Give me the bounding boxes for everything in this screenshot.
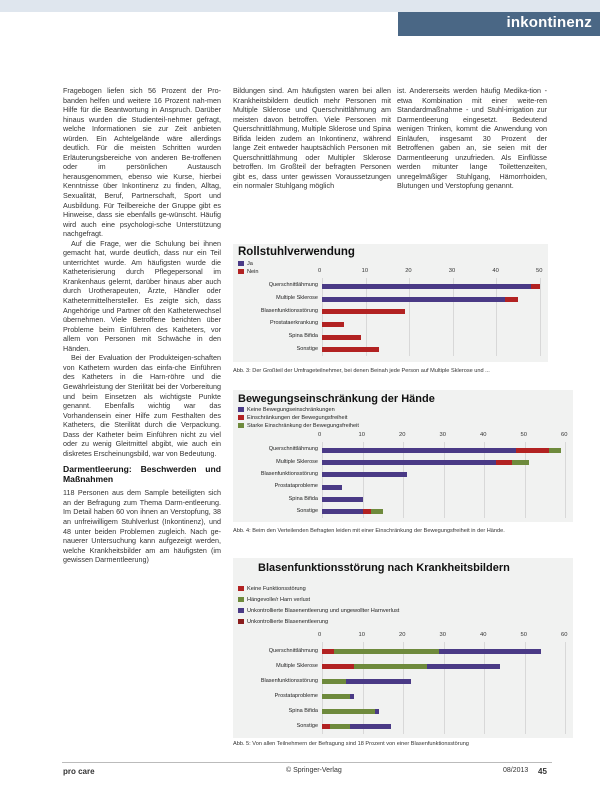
- grid-line: [363, 442, 364, 518]
- header-strip: [0, 0, 600, 12]
- paragraph: Bei der Evaluation der Produkteigen-schaften von Kathetern wurden das einfa-che Einführen des Katheters in die Harn-röhre und die Gewährleistung der Sterilität bei der Vorbereitung und beim Einsetzen als wichtigste Punkte genannt. Ebenfalls wichtig war das Vorhandensein einer Hilfe zum Festhalten des Katheters, die Sterilität durch die Verpackung. Dass der Katheter beim Einführen nicht zu viel oder zu wenig Gleitmittel abgibt, wie auch ein diskretes Erscheinungsbild, war von Bedeutung.: [63, 353, 221, 458]
- category-label: Spina Bifida: [288, 333, 318, 339]
- grid-line: [484, 642, 485, 734]
- grid-line: [444, 442, 445, 518]
- grid-line: [403, 642, 404, 734]
- x-tick-label: 40: [492, 268, 499, 274]
- category-label: Multiple Sklerose: [276, 295, 318, 301]
- legend-item: Unkontrollierte Blasenentleerung und ungewollter Harnverlust: [238, 606, 399, 617]
- category-label: Multiple Sklerose: [276, 662, 318, 669]
- legend-item: Keine Funktionsstörung: [238, 584, 399, 595]
- column-middle: [233, 86, 391, 236]
- grid-line: [444, 642, 445, 734]
- chart-plot-hands: [238, 432, 573, 520]
- legend-item: Hängevolle/r Harn verlust: [238, 595, 399, 606]
- chart-title: Rollstuhlverwendung: [238, 246, 355, 258]
- bar: [322, 448, 516, 453]
- grid-line: [322, 642, 323, 734]
- grid-line: [484, 442, 485, 518]
- bar: [322, 709, 375, 714]
- category-label: Prostataprobleme: [274, 692, 318, 699]
- x-tick-label: 50: [520, 432, 527, 438]
- bar: [322, 309, 405, 314]
- paragraph: 118 Personen aus dem Sample beteiligten sich an der Befragung zum Thema Darm-entleerung. Im Detail haben 60 von ihnen an Verstopfung, 38 an unfreiwilligem Stuhlverlust (Inkontinenz), und 48 unter beiden Problemen zugleich. Nach ge-nauerer Untersuchung kann aufgezeigt werden, welche Krankheitsbilder am am häufigsten (im gewissen Darmentleerung): [63, 488, 221, 565]
- bar: [322, 497, 363, 502]
- category-label: Spina Bifida: [288, 707, 318, 714]
- paragraph: ist. Andererseits werden häufig Medika-tion - etwa Kombination mit einer weite-ren Standardmaßnahme - und Stuhl-irrigation zur Darmentleerung eingesetzt. Bedeutend wenigen Trinken, kommt die Anwendung von Einläufen, insgesamt 30 Prozent der Betroffenen gaben an, sie seien mit der Darmentleerung unzufrieden. Als Einflüsse werden mitunter lange Toilettenzeiten, unregelmäßiger Stuhlgang, Hämorrhoiden, Blutungen und Verstopfung genannt.: [397, 86, 547, 191]
- x-tick-label: 50: [520, 632, 527, 638]
- category-label: Sonstige: [296, 345, 318, 352]
- legend-item: Keine Bewegungseinschränkungen: [238, 406, 359, 414]
- section-heading: Darmentleerung: Beschwerden und Maßnahmen: [63, 464, 221, 485]
- bar: [322, 694, 350, 699]
- grid-line: [540, 278, 541, 356]
- category-label: Sonstige: [296, 722, 318, 729]
- chart-title: Bewegungseinschränkung der Hände: [238, 393, 435, 405]
- column-left: [63, 86, 221, 565]
- x-tick-label: 10: [361, 268, 369, 274]
- legend-item: Einschränkungen der Bewegungsfreiheit: [238, 414, 359, 422]
- x-tick-label: 60: [561, 632, 568, 638]
- x-tick-label: 0: [318, 632, 322, 638]
- grid-line: [363, 642, 364, 734]
- grid-line: [409, 278, 410, 356]
- category-label: Sonstige: [296, 507, 318, 514]
- paragraph: Auf die Frage, wer die Schulung bei ihnen gemacht hat, wurde deutlich, dass nur ein Teil unterrichtet wurde. Am häufigsten wurde die Katheterisierung durch Pflegepersonal im Krankenhaus gelernt, darüber hinaus aber auch durch Urotherapeuten, Ärzte, Händler oder Kathetermittelhersteller. Es zeigte sich, dass Angehörige und Partner oft den Katheterwechsel übernehmen. Viele Betroffene berichten über Probleme beim Einführen des Katheters, vor allem von Personen mit Schwäche in den Händen.: [63, 238, 221, 353]
- bar: [322, 679, 346, 684]
- x-tick-label: 0: [318, 432, 322, 438]
- bar: [322, 284, 531, 289]
- x-tick-label: 20: [399, 432, 406, 438]
- x-tick-label: 40: [480, 632, 487, 638]
- legend-item: Starke Einschränkung der Bewegungsfreiheit: [238, 422, 359, 430]
- chart-legend: [238, 584, 399, 628]
- bar: [322, 649, 439, 654]
- grid-line: [453, 278, 454, 356]
- x-tick-label: 50: [536, 268, 543, 274]
- bar: [322, 724, 330, 729]
- bar: [322, 297, 505, 302]
- paragraph: Fragebogen liefen sich 56 Prozent der Pro-banden helfen und weitere 16 Prozent nah-men Hilfe für die Beantwortung in Anspruch. Darüber hinaus wurden die Studienteil-nehmer gefragt, welche Informationen sie zur Zeit anbieten würden. Ein Achtelgelände wäre allerdings deutlich. Für die meisten Schritten wurden Erläuterungsbereiche von anderen Be-troffenen oder im persönlichen Austausch herausgenommen, ebenso wie Kurse, hierbei Kenntnisse über Inkontinenz zu finden, Alltag, Sexualität, Beruf, Partnerschaft, Sport und Ausbildung. Für Teilbereiche der Gruppe gibt es Hinweise, dass sie ebenfalls ge-wünscht. Häufig wird auch eine psychologi-sche Unterstützung nachgefragt.: [63, 86, 221, 239]
- category-label: Prostataprobleme: [274, 483, 318, 490]
- section-label: inkontinenz: [506, 14, 592, 31]
- x-tick-label: 30: [439, 432, 446, 438]
- x-tick-label: 30: [448, 268, 456, 274]
- chart-plot-bladder: [238, 632, 573, 736]
- x-tick-label: 40: [480, 432, 487, 438]
- paragraph: Bildungen sind. Am häufigsten waren bei allen Krankheitsbildern deutlich mehr Personen mit Multiple Sklerose und Querschnittlähmung am meisten davon betroffen. Viele Personen mit Querschnittlähmung, Multiple Sklerose und Spina Bifida leiden zudem an Inkontinenz, während lange Zeit entweder hauptsächlich Personen mit Querschnittlähmung oder Multipler Sklerose betroffen. Im Großteil der befragten Personen gibt es, dass unter gewissen Voraussetzungen ein normaler Stuhlgang möglich: [233, 86, 391, 191]
- category-label: Multiple Sklerose: [276, 458, 318, 465]
- grid-line: [496, 278, 497, 356]
- footer-issue: 08/2013: [503, 767, 529, 774]
- footer-journal: pro care: [63, 767, 95, 776]
- x-tick-label: 20: [399, 632, 406, 638]
- bar: [322, 460, 496, 465]
- category-label: Prostataerkrankung: [270, 320, 318, 327]
- footer-publisher: © Springer-Verlag: [286, 767, 342, 774]
- x-tick-label: 0: [318, 268, 322, 274]
- bar: [322, 509, 363, 514]
- category-label: Querschnittlähmung: [268, 647, 318, 654]
- grid-line: [525, 642, 526, 734]
- grid-line: [565, 642, 566, 734]
- grid-line: [525, 442, 526, 518]
- grid-line: [565, 442, 566, 518]
- legend-item: Nein: [238, 268, 259, 276]
- bar: [322, 335, 361, 340]
- x-tick-label: 10: [358, 432, 365, 438]
- bar: [322, 322, 344, 327]
- grid-line: [403, 442, 404, 518]
- grid-line: [366, 278, 367, 356]
- category-label: Blasenfunktionsstörung: [260, 470, 318, 477]
- bar: [322, 649, 334, 654]
- x-tick-label: 30: [439, 632, 446, 638]
- page-number: 45: [538, 767, 547, 776]
- grid-line: [322, 278, 323, 356]
- category-label: Querschnittlähmung: [268, 446, 318, 453]
- bar: [322, 664, 354, 669]
- legend-item: Ja: [238, 260, 259, 268]
- category-label: Blasenfunktionsstörung: [260, 307, 318, 314]
- grid-line: [322, 442, 323, 518]
- column-right: [397, 86, 547, 236]
- category-label: Blasenfunktionsstörung: [260, 677, 318, 684]
- bar: [322, 472, 407, 477]
- figure-caption: Abb. 4: Beim den Verteilenden Befragten leiden mit einer Einschränkung der Bewegungsfreiheit in der Hände.: [233, 528, 505, 534]
- chart-plot-wheelchair: [238, 268, 548, 358]
- figure-caption: Abb. 3: Der Großteil der Umfrageteilnehmer, bei denen Beinah jede Person auf Multiple Sklerose und ...: [233, 368, 490, 374]
- footer-rule: [62, 762, 552, 763]
- figure-caption: Abb. 5: Von allen Teilnehmern der Befragung sind 18 Prozent von einer Blasenfunktionsstörung: [233, 741, 469, 747]
- category-label: Spina Bifida: [288, 495, 318, 502]
- chart-title: Blasenfunktionsstörung nach Krankheitsbildern: [258, 562, 510, 574]
- bar: [322, 485, 342, 490]
- x-tick-label: 20: [405, 268, 412, 274]
- x-tick-label: 10: [358, 632, 365, 638]
- chart-legend: [238, 406, 359, 430]
- bar: [322, 347, 379, 352]
- category-label: Querschnittlähmung: [268, 282, 318, 289]
- x-tick-label: 60: [561, 432, 568, 438]
- legend-item: Unkontrollierte Blasenentleerung: [238, 617, 399, 628]
